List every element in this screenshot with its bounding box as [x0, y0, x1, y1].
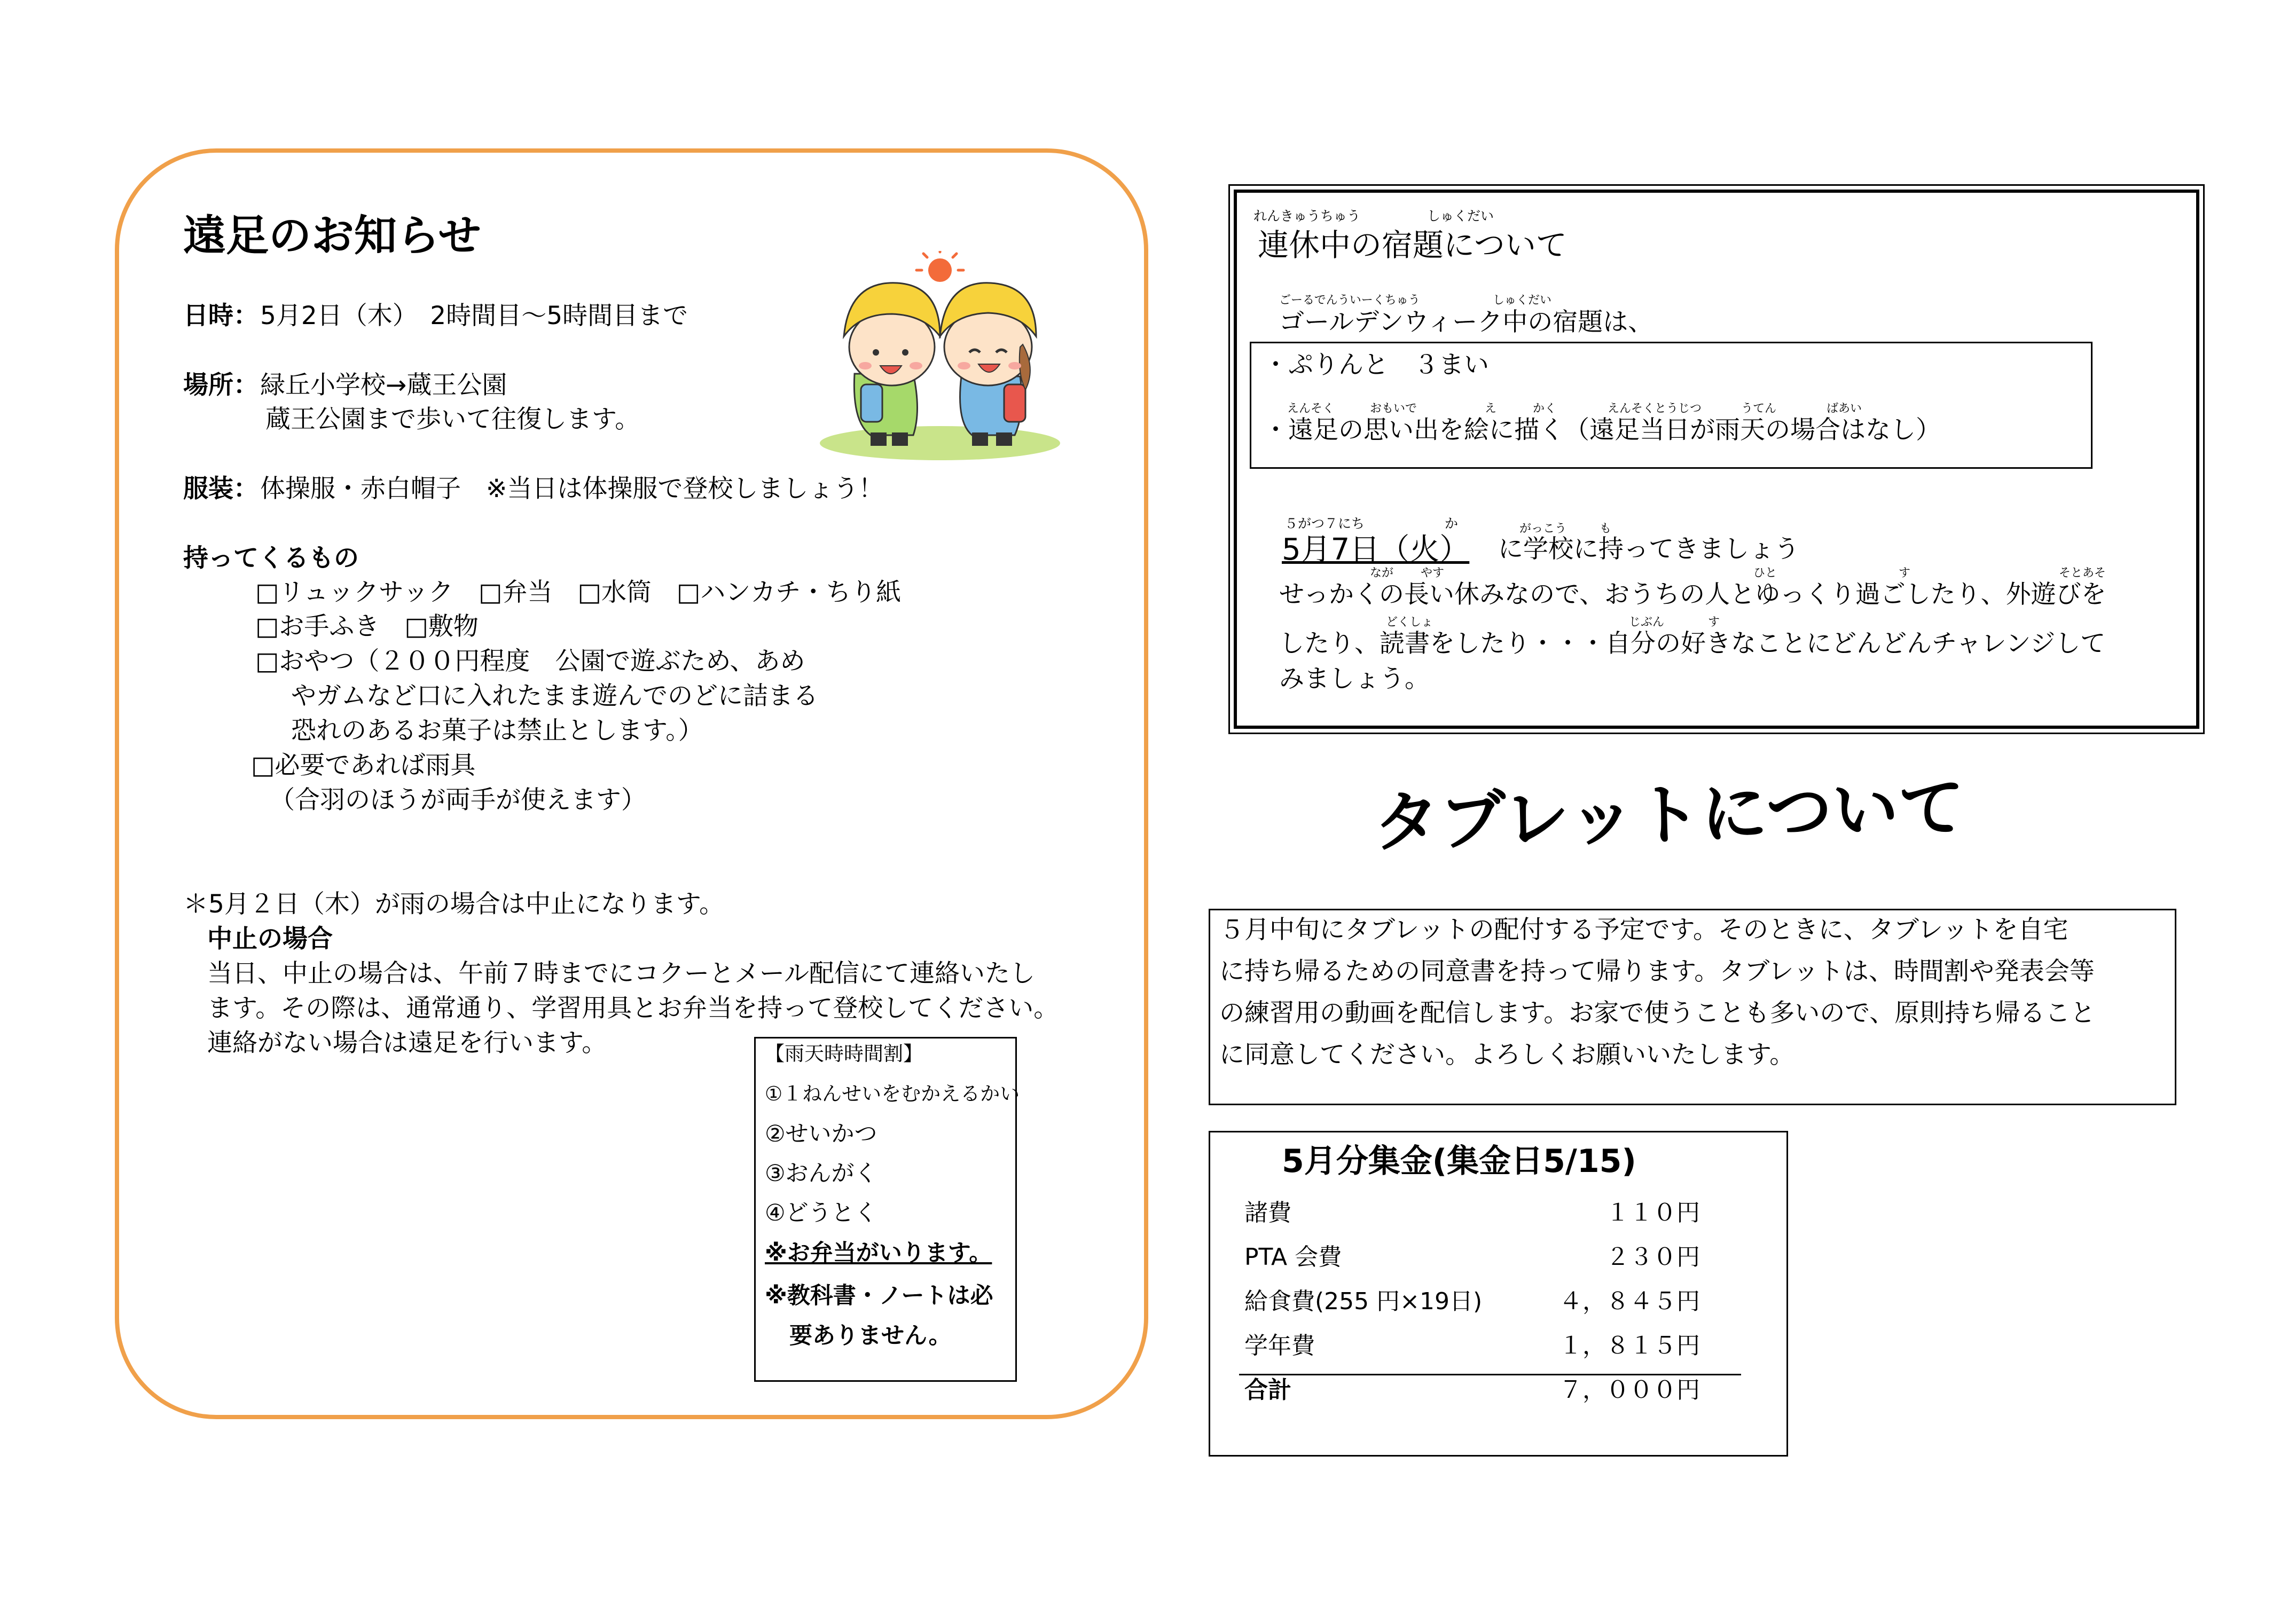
fee-total-amount: ７，０００円: [1559, 1376, 1700, 1404]
fee-label: 諸費: [1244, 1199, 1291, 1226]
rain-schedule-item: ②せいかつ: [765, 1121, 877, 1147]
homework-due-date: 5月7日（火）: [1282, 532, 1470, 567]
homework-due-text: に学校に持ってきましょう: [1498, 534, 1799, 564]
list-item: □必要であれば雨具: [251, 751, 476, 780]
ruby-text: うてん: [1741, 402, 1777, 415]
ruby-text: も: [1600, 522, 1612, 536]
homework-body-line: したり、読書をしたり・・・自分の好きなことにどんどんチャレンジして: [1279, 629, 2106, 658]
fee-label: PTA 会費: [1244, 1244, 1342, 1271]
ruby-text: そとあそ: [2059, 566, 2106, 580]
rain-schedule-note: 要ありません。: [789, 1323, 952, 1349]
ruby-text: なが: [1370, 566, 1394, 580]
ruby-text: やす: [1421, 566, 1445, 580]
ruby-text: どくしょ: [1386, 616, 1433, 629]
cancel-heading: 中止の場合: [207, 924, 333, 954]
clothes-value: 体操服・赤白帽子 ※当日は体操服で登校しましょう！: [260, 474, 884, 503]
ruby-text: がっこう: [1519, 522, 1567, 536]
tablet-line: に持ち帰るための同意書を持って帰ります。タブレットは、時間割や発表会等: [1219, 957, 2095, 986]
ruby-text: ５がつ７にち: [1284, 516, 1365, 531]
homework-body-line: せっかくの長い休みなので、おうちの人とゆっくり過ごしたり、外遊びを: [1279, 580, 2106, 609]
fee-label: 学年費: [1244, 1332, 1315, 1359]
tablet-title: タブレットについて: [1372, 769, 1966, 862]
ruby-text: ごーるでんういーくちゅう: [1279, 294, 1420, 307]
ruby-text: かく: [1533, 402, 1557, 415]
tablet-line: ５月中旬にタブレットの配付する予定です。そのときに、タブレットを自宅: [1219, 915, 2068, 945]
fee-divider: [1239, 1374, 1741, 1375]
date-value: 5月2日（木） 2時間目～5時間目まで: [260, 301, 688, 331]
list-item: （合羽のほうが両手が使えます）: [270, 785, 646, 815]
ruby-text: しゅくだい: [1427, 208, 1494, 224]
fee-title: 5月分集金(集金日5/15): [1282, 1143, 1636, 1180]
fee-label: 給食費(255 円×19日): [1244, 1288, 1483, 1315]
tablet-line: の練習用の動画を配信します。お家で使うことも多いので、原則持ち帰ること: [1219, 998, 2096, 1028]
ruby-text: す: [1899, 566, 1911, 580]
list-item: やガムなど口に入れたまま遊んでのどに詰まる: [291, 681, 818, 711]
place-value: 緑丘小学校→蔵王公園: [260, 371, 507, 400]
fee-amount: ４，８４５円: [1559, 1288, 1700, 1315]
cancel-line: 連絡がない場合は遠足を行います。: [207, 1028, 607, 1058]
ruby-text: えんそく: [1287, 402, 1335, 415]
place-label: 場所：: [183, 371, 258, 400]
items-heading: 持ってくるもの: [183, 544, 359, 573]
ruby-text: ばあい: [1827, 402, 1862, 415]
rain-schedule-item: ③おんがく: [765, 1160, 877, 1187]
rain-schedule-item: ①１ねんせいをむかえるかい: [765, 1082, 1020, 1105]
homework-title: 連休中の宿題について: [1258, 227, 1567, 263]
ruby-text: じぶん: [1629, 616, 1665, 629]
excursion-title: 遠足のお知らせ: [183, 211, 481, 261]
homework-item: ・遠足の思い出を絵に描く（遠足当日が雨天の場合はなし）: [1263, 415, 1941, 445]
date-label: 日時：: [183, 301, 258, 331]
ruby-text: え: [1485, 402, 1497, 415]
list-item: □おやつ（２００円程度 公園で遊ぶため、あめ: [255, 647, 805, 676]
homework-intro: ゴールデンウィーク中の宿題は、: [1279, 308, 1654, 337]
list-item: □リュックサック □弁当 □水筒 □ハンカチ・ちり紙: [255, 578, 902, 607]
fee-total-label: 合計: [1244, 1376, 1291, 1404]
rain-note: ＊5月２日（木）が雨の場合は中止になります。: [183, 890, 725, 919]
tablet-line: に同意してください。よろしくお願いいたします。: [1219, 1040, 1795, 1069]
ruby-text: れんきゅうちゅう: [1253, 208, 1361, 224]
clothes-label: 服装：: [183, 474, 258, 503]
cancel-line: ます。その際は、通常通り、学習用具とお弁当を持って登校してください。: [207, 994, 1059, 1023]
list-item: 恐れのあるお菓子は禁止とします。）: [291, 716, 703, 745]
homework-item: ・ぷりんと ３まい: [1263, 350, 1489, 380]
ruby-text: おもいで: [1370, 402, 1417, 415]
ruby-text: しゅくだい: [1493, 294, 1552, 307]
ruby-text: えんそくとうじつ: [1608, 402, 1702, 415]
homework-body-line: みましょう。: [1279, 664, 1430, 694]
rain-schedule-item: ④どうとく: [765, 1200, 877, 1226]
fee-amount: ２３０円: [1606, 1244, 1700, 1271]
rain-schedule-note: ※教科書・ノートは必: [765, 1282, 993, 1309]
ruby-text: か: [1445, 516, 1459, 531]
children-walking-illustration: [812, 251, 1068, 465]
ruby-text: ひと: [1753, 566, 1777, 580]
list-item: □お手ふき □敷物: [255, 612, 479, 641]
rain-schedule-title: 【雨天時時間割】: [765, 1042, 923, 1065]
place-note: 蔵王公園まで歩いて往復します。: [265, 405, 640, 434]
fee-amount: １１０円: [1606, 1199, 1700, 1226]
rain-schedule-note: ※お弁当がいります。: [765, 1240, 992, 1266]
ruby-text: す: [1708, 616, 1720, 629]
fee-amount: １，８１５円: [1559, 1332, 1700, 1359]
cancel-line: 当日、中止の場合は、午前７時までにコクーとメール配信にて連絡いたし: [207, 959, 1036, 988]
